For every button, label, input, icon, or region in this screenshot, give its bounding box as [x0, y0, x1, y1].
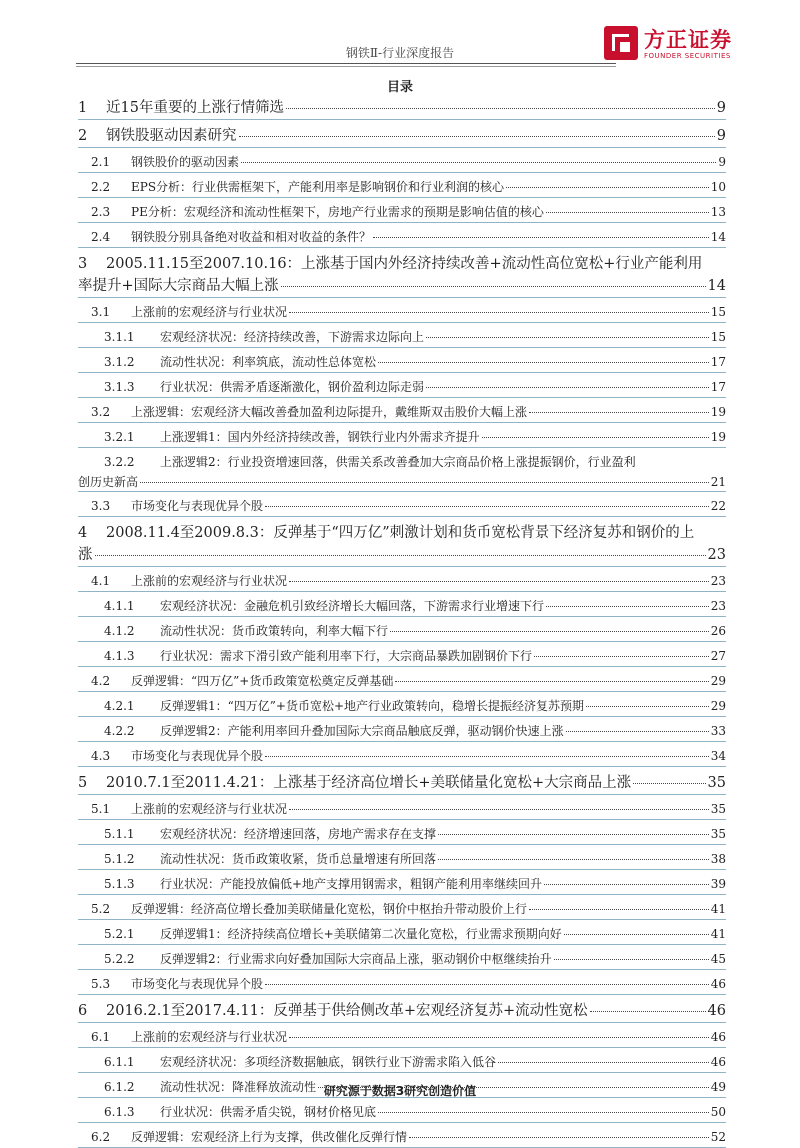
toc-entry-number: 6.1.2 — [104, 1080, 135, 1094]
toc-entry-5-3[interactable] — [78, 970, 726, 995]
toc-leader-dots — [281, 286, 706, 287]
toc-leader-dots — [546, 212, 709, 213]
toc-entry-page: 46 — [710, 1030, 726, 1044]
toc-entry-page: 17 — [710, 380, 726, 394]
toc-entry-page: 29 — [710, 674, 726, 688]
toc-leader-dots — [390, 631, 709, 632]
toc-entry-title: 上涨逻辑1：国内外经济持续改善，钢铁行业内外需求齐提升 — [160, 430, 480, 444]
toc-entry-5[interactable] — [78, 767, 726, 795]
toc-leader-dots — [378, 1112, 709, 1113]
toc-entry-title-line1: 2008.11.4至2009.8.3：反弹基于“四万亿”刺激计划和货币宽松背景下经济复苏和钢价的上 — [106, 525, 695, 541]
toc-entry-title: 反弹逻辑：“四万亿”+货币政策宽松奠定反弹基础 — [131, 674, 394, 688]
toc-leader-dots — [239, 136, 715, 137]
toc-entry-2-4[interactable] — [78, 223, 726, 248]
toc-entry-page: 35 — [710, 827, 726, 841]
toc-entry-page: 14 — [707, 278, 726, 294]
toc-entry-page: 9 — [716, 128, 726, 144]
toc-leader-dots — [95, 555, 706, 556]
toc-entry-page: 17 — [710, 355, 726, 369]
toc-entry-page: 33 — [710, 724, 726, 738]
toc-entry-number: 4.1 — [91, 574, 111, 588]
toc-entry-3-2[interactable] — [78, 398, 726, 423]
toc-entry-4-2-2[interactable] — [78, 717, 726, 742]
toc-entry-4-2[interactable] — [78, 667, 726, 692]
toc-entry-title: 流动性状况：降准释放流动性 — [160, 1080, 317, 1094]
toc-entry-number: 5.1.3 — [104, 877, 135, 891]
toc-leader-dots — [286, 108, 715, 109]
toc-leader-dots — [534, 656, 709, 657]
toc-entry-page: 29 — [710, 699, 726, 713]
toc-entry-title: 行业状况：产能投放偏低+地产支撑用钢需求，粗钢产能利用率继续回升 — [160, 877, 543, 891]
toc-entry-page: 22 — [710, 499, 726, 513]
toc-entry-title: 行业状况：供需矛盾尖锐，钢材价格见底 — [160, 1105, 377, 1119]
toc-entry-page: 15 — [710, 330, 726, 344]
founder-securities-logo — [604, 24, 754, 68]
toc-entry-number: 5 — [78, 775, 88, 791]
toc-entry-4-2-1[interactable] — [78, 692, 726, 717]
toc-entry-page: 46 — [710, 1055, 726, 1069]
toc-entry-5-2-2[interactable] — [78, 945, 726, 970]
toc-entry-page: 49 — [710, 1080, 726, 1094]
toc-entry-number: 5.1.1 — [104, 827, 135, 841]
toc-entry-page: 23 — [710, 599, 726, 613]
toc-leader-dots — [566, 731, 709, 732]
toc-leader-dots — [395, 681, 708, 682]
toc-entry-page: 41 — [710, 902, 726, 916]
toc-entry-number: 3 — [78, 256, 88, 272]
toc-leader-dots — [289, 581, 709, 582]
toc-leader-dots — [241, 162, 716, 163]
toc-leader-dots — [265, 984, 709, 985]
toc-entry-3-2-1[interactable] — [78, 423, 726, 448]
toc-entry-number: 2.4 — [91, 230, 111, 244]
founder-logo-icon — [604, 26, 638, 60]
toc-entry-page: 15 — [710, 305, 726, 319]
toc-entry-2-3[interactable] — [78, 198, 726, 223]
toc-leader-dots — [140, 482, 709, 483]
toc-entry-number: 4 — [78, 525, 88, 541]
toc-entry-number: 5.2 — [91, 902, 111, 916]
toc-leader-dots — [506, 187, 709, 188]
toc-entry-page: 35 — [707, 775, 726, 791]
toc-entry-number: 3.3 — [91, 499, 111, 513]
toc-entry-3-1[interactable] — [78, 298, 726, 323]
toc-entry-title: 反弹逻辑2：行业需求向好叠加国际大宗商品上涨，驱动钢价中枢继续抬升 — [160, 952, 552, 966]
toc-entry-4-1[interactable] — [78, 567, 726, 592]
toc-leader-dots — [546, 606, 709, 607]
toc-entry-page: 14 — [710, 230, 726, 244]
toc-entry-title: 反弹逻辑1：经济持续高位增长+美联储第二次量化宽松，行业需求预期向好 — [160, 927, 562, 941]
brand-name-en: FOUNDER SECURITIES — [644, 52, 731, 60]
toc-entry-5-1-1[interactable] — [78, 820, 726, 845]
toc-entry-6-1[interactable] — [78, 1023, 726, 1048]
toc-entry-4-1-1[interactable] — [78, 592, 726, 617]
toc-leader-dots — [529, 909, 709, 910]
toc-leader-dots — [498, 1062, 709, 1063]
toc-entry-title-line1: 2005.11.15至2007.10.16：上涨基于国内外经济持续改善+流动性高位宽松+行业产能利用 — [106, 256, 703, 272]
toc-entry-2-2[interactable] — [78, 173, 726, 198]
toc-entry-5-2-1[interactable] — [78, 920, 726, 945]
toc-entry-title: 市场变化与表现优异个股 — [131, 749, 264, 763]
toc-leader-dots — [586, 706, 709, 707]
toc-leader-dots — [529, 412, 709, 413]
toc-entry-3-1-3[interactable] — [78, 373, 726, 398]
toc-entry-title: 反弹逻辑1：“四万亿”+货币宽松+地产行业政策转向，稳增长提振经济复苏预期 — [160, 699, 585, 713]
toc-entry-number: 4.3 — [91, 749, 111, 763]
toc-entry-title: 反弹逻辑2：产能利用率回升叠加国际大宗商品触底反弹，驱动钢价快速上涨 — [160, 724, 564, 738]
toc-entry-5-1[interactable] — [78, 795, 726, 820]
toc-entry-title: 钢铁股驱动因素研究 — [106, 128, 237, 144]
toc-entry-6[interactable] — [78, 995, 726, 1023]
toc-entry-number: 3.1 — [91, 305, 111, 319]
toc-entry-title-line2: 涨 — [78, 547, 93, 563]
toc-leader-dots — [289, 809, 709, 810]
toc-entry-number: 1 — [78, 100, 88, 116]
toc-entry-3-1-1[interactable] — [78, 323, 726, 348]
toc-entry-page: 34 — [710, 749, 726, 763]
toc-entry-3[interactable] — [78, 248, 726, 298]
toc-entry-number: 5.2.2 — [104, 952, 135, 966]
toc-entry-title: 宏观经济状况：多项经济数据触底，钢铁行业下游需求陷入低谷 — [160, 1055, 497, 1069]
toc-entry-title: 宏观经济状况：金融危机引致经济增长大幅回落，下游需求行业增速下行 — [160, 599, 545, 613]
brand-name-cn: 方正证券 — [644, 27, 732, 52]
toc-entry-title: 上涨前的宏观经济与行业状况 — [131, 305, 288, 319]
toc-entry-number: 6.2 — [91, 1130, 111, 1144]
toc-entry-number: 4.1.1 — [104, 599, 135, 613]
toc-entry-1[interactable] — [78, 92, 726, 120]
toc-leader-dots — [590, 1011, 706, 1012]
toc-entry-title-line2: 创历史新高 — [78, 475, 139, 489]
toc-entry-number: 5.1 — [91, 802, 111, 816]
page-footer: 研究源于数据3研究创造价值 — [323, 1084, 477, 1098]
toc-entry-3-3[interactable] — [78, 492, 726, 517]
toc-leader-dots — [544, 884, 709, 885]
toc-entry-4-3[interactable] — [78, 742, 726, 767]
toc-entry-title-line1: 上涨逻辑2：行业投资增速回落，供需关系改善叠加大宗商品价格上涨提振钢价，行业盈利 — [160, 455, 636, 469]
toc-entry-5-2[interactable] — [78, 895, 726, 920]
toc-entry-title: 上涨前的宏观经济与行业状况 — [131, 574, 288, 588]
toc-entry-number: 6.1.3 — [104, 1105, 135, 1119]
header-divider — [76, 63, 616, 64]
toc-entry-number: 3.2.1 — [104, 430, 135, 444]
toc-entry-title: 钢铁股价的驱动因素 — [131, 155, 240, 169]
toc-entry-page: 26 — [710, 624, 726, 638]
toc-entry-title: 上涨前的宏观经济与行业状况 — [131, 802, 288, 816]
toc-entry-title: 流动性状况：货币政策转向，利率大幅下行 — [160, 624, 389, 638]
toc-entry-title: 上涨逻辑：宏观经济大幅改善叠加盈利边际提升，戴维斯双击股价大幅上涨 — [131, 405, 528, 419]
toc-entry-title: PE分析：宏观经济和流动性框架下，房地产行业需求的预期是影响估值的核心 — [131, 205, 544, 219]
toc-leader-dots — [289, 312, 709, 313]
toc-leader-dots — [289, 1037, 709, 1038]
toc-entry-title: 行业状况：需求下滑引致产能利用率下行，大宗商品暴跌加剧钢价下行 — [160, 649, 533, 663]
toc-entry-page: 38 — [710, 852, 726, 866]
toc-leader-dots — [633, 783, 705, 784]
toc-entry-title: 宏观经济状况：经济持续改善，下游需求边际向上 — [160, 330, 425, 344]
toc-entry-title: 反弹逻辑：经济高位增长叠加美联储量化宽松，钢价中枢抬升带动股价上行 — [131, 902, 528, 916]
toc-entry-number: 3.2.2 — [104, 455, 135, 469]
report-header-title: 钢铁Ⅱ-行业深度报告 — [345, 46, 455, 60]
toc-entry-number: 2.1 — [91, 155, 111, 169]
toc-entry-6-2[interactable] — [78, 1123, 726, 1148]
toc-leader-dots — [482, 437, 709, 438]
toc-entry-number: 4.2.2 — [104, 724, 135, 738]
toc-entry-number: 2 — [78, 128, 88, 144]
toc-entry-number: 6.1.1 — [104, 1055, 135, 1069]
header-divider-secondary — [76, 66, 616, 67]
toc-entry-6-1-3[interactable] — [78, 1098, 726, 1123]
toc-entry-title: 近15年重要的上涨行情筛选 — [106, 100, 284, 116]
toc-entry-page: 9 — [718, 155, 726, 169]
toc-entry-title: 流动性状况：货币政策收紧，货币总量增速有所回落 — [160, 852, 437, 866]
toc-entry-4-1-2[interactable] — [78, 617, 726, 642]
toc-entry-title: 宏观经济状况：经济增速回落，房地产需求存在支撑 — [160, 827, 437, 841]
toc-entry-page: 10 — [710, 180, 726, 194]
toc-entry-2[interactable] — [78, 120, 726, 148]
toc-entry-page: 27 — [710, 649, 726, 663]
toc-entry-title: EPS分析：行业供需框架下，产能利用率是影响钢价和行业利润的核心 — [131, 180, 505, 194]
toc-entry-2-1[interactable] — [78, 148, 726, 173]
toc-entry-page: 23 — [710, 574, 726, 588]
toc-leader-dots — [409, 1137, 709, 1138]
toc-entry-title: 行业状况：供需矛盾逐渐激化，钢价盈利边际走弱 — [160, 380, 425, 394]
toc-entry-title: 流动性状况：利率筑底，流动性总体宽松 — [160, 355, 377, 369]
toc-leader-dots — [426, 337, 709, 338]
toc-entry-number: 4.2.1 — [104, 699, 135, 713]
toc-entry-number: 2.3 — [91, 205, 111, 219]
toc-leader-dots — [554, 959, 709, 960]
toc-entry-title: 钢铁股分别具备绝对收益和相对收益的条件？ — [131, 230, 372, 244]
toc-entry-title: 2016.2.1至2017.4.11：反弹基于供给侧改革+宏观经济复苏+流动性宽松 — [106, 1003, 588, 1019]
toc-entry-number: 3.1.2 — [104, 355, 135, 369]
toc-entry-number: 3.2 — [91, 405, 111, 419]
toc-entry-number: 6.1 — [91, 1030, 111, 1044]
toc-entry-number: 5.1.2 — [104, 852, 135, 866]
toc-leader-dots — [426, 387, 709, 388]
toc-entry-page: 23 — [707, 547, 726, 563]
toc-entry-page: 13 — [710, 205, 726, 219]
toc-entry-title-line2: 率提升+国际大宗商品大幅上涨 — [78, 278, 279, 294]
toc-entry-number: 2.2 — [91, 180, 111, 194]
toc-entry-number: 4.1.2 — [104, 624, 135, 638]
toc-entry-4[interactable] — [78, 517, 726, 567]
toc-entry-number: 4.1.3 — [104, 649, 135, 663]
toc-entry-page: 35 — [710, 802, 726, 816]
toc-entry-page: 46 — [707, 1003, 726, 1019]
table-of-contents — [78, 92, 726, 1148]
toc-leader-dots — [438, 859, 709, 860]
toc-leader-dots — [265, 756, 709, 757]
toc-entry-3-2-2[interactable] — [78, 448, 726, 492]
toc-entry-page: 41 — [710, 927, 726, 941]
toc-entry-6-1-1[interactable] — [78, 1048, 726, 1073]
toc-entry-title: 市场变化与表现优异个股 — [131, 977, 264, 991]
toc-entry-page: 50 — [710, 1105, 726, 1119]
toc-leader-dots — [378, 362, 709, 363]
toc-leader-dots — [265, 506, 709, 507]
toc-entry-title: 2010.7.1至2011.4.21：上涨基于经济高位增长+美联储量化宽松+大宗商品上涨 — [106, 775, 632, 791]
toc-entry-number: 3.1.1 — [104, 330, 135, 344]
toc-entry-page: 9 — [716, 100, 726, 116]
toc-entry-number: 5.2.1 — [104, 927, 135, 941]
toc-entry-page: 45 — [710, 952, 726, 966]
toc-leader-dots — [438, 834, 709, 835]
toc-entry-4-1-3[interactable] — [78, 642, 726, 667]
toc-entry-page: 46 — [710, 977, 726, 991]
toc-entry-5-1-3[interactable] — [78, 870, 726, 895]
toc-title: 目录 — [386, 80, 413, 95]
toc-entry-number: 5.3 — [91, 977, 111, 991]
toc-entry-page: 21 — [710, 475, 726, 489]
toc-entry-5-1-2[interactable] — [78, 845, 726, 870]
toc-entry-number: 6 — [78, 1003, 88, 1019]
toc-leader-dots — [373, 237, 709, 238]
toc-entry-page: 52 — [710, 1130, 726, 1144]
toc-entry-3-1-2[interactable] — [78, 348, 726, 373]
toc-entry-page: 19 — [710, 405, 726, 419]
toc-entry-number: 3.1.3 — [104, 380, 135, 394]
toc-entry-title: 反弹逻辑：宏观经济上行为支撑，供改催化反弹行情 — [131, 1130, 408, 1144]
toc-leader-dots — [564, 934, 709, 935]
toc-entry-page: 39 — [710, 877, 726, 891]
toc-entry-number: 4.2 — [91, 674, 111, 688]
toc-entry-title: 市场变化与表现优异个股 — [131, 499, 264, 513]
toc-entry-title: 上涨前的宏观经济与行业状况 — [131, 1030, 288, 1044]
toc-entry-page: 19 — [710, 430, 726, 444]
